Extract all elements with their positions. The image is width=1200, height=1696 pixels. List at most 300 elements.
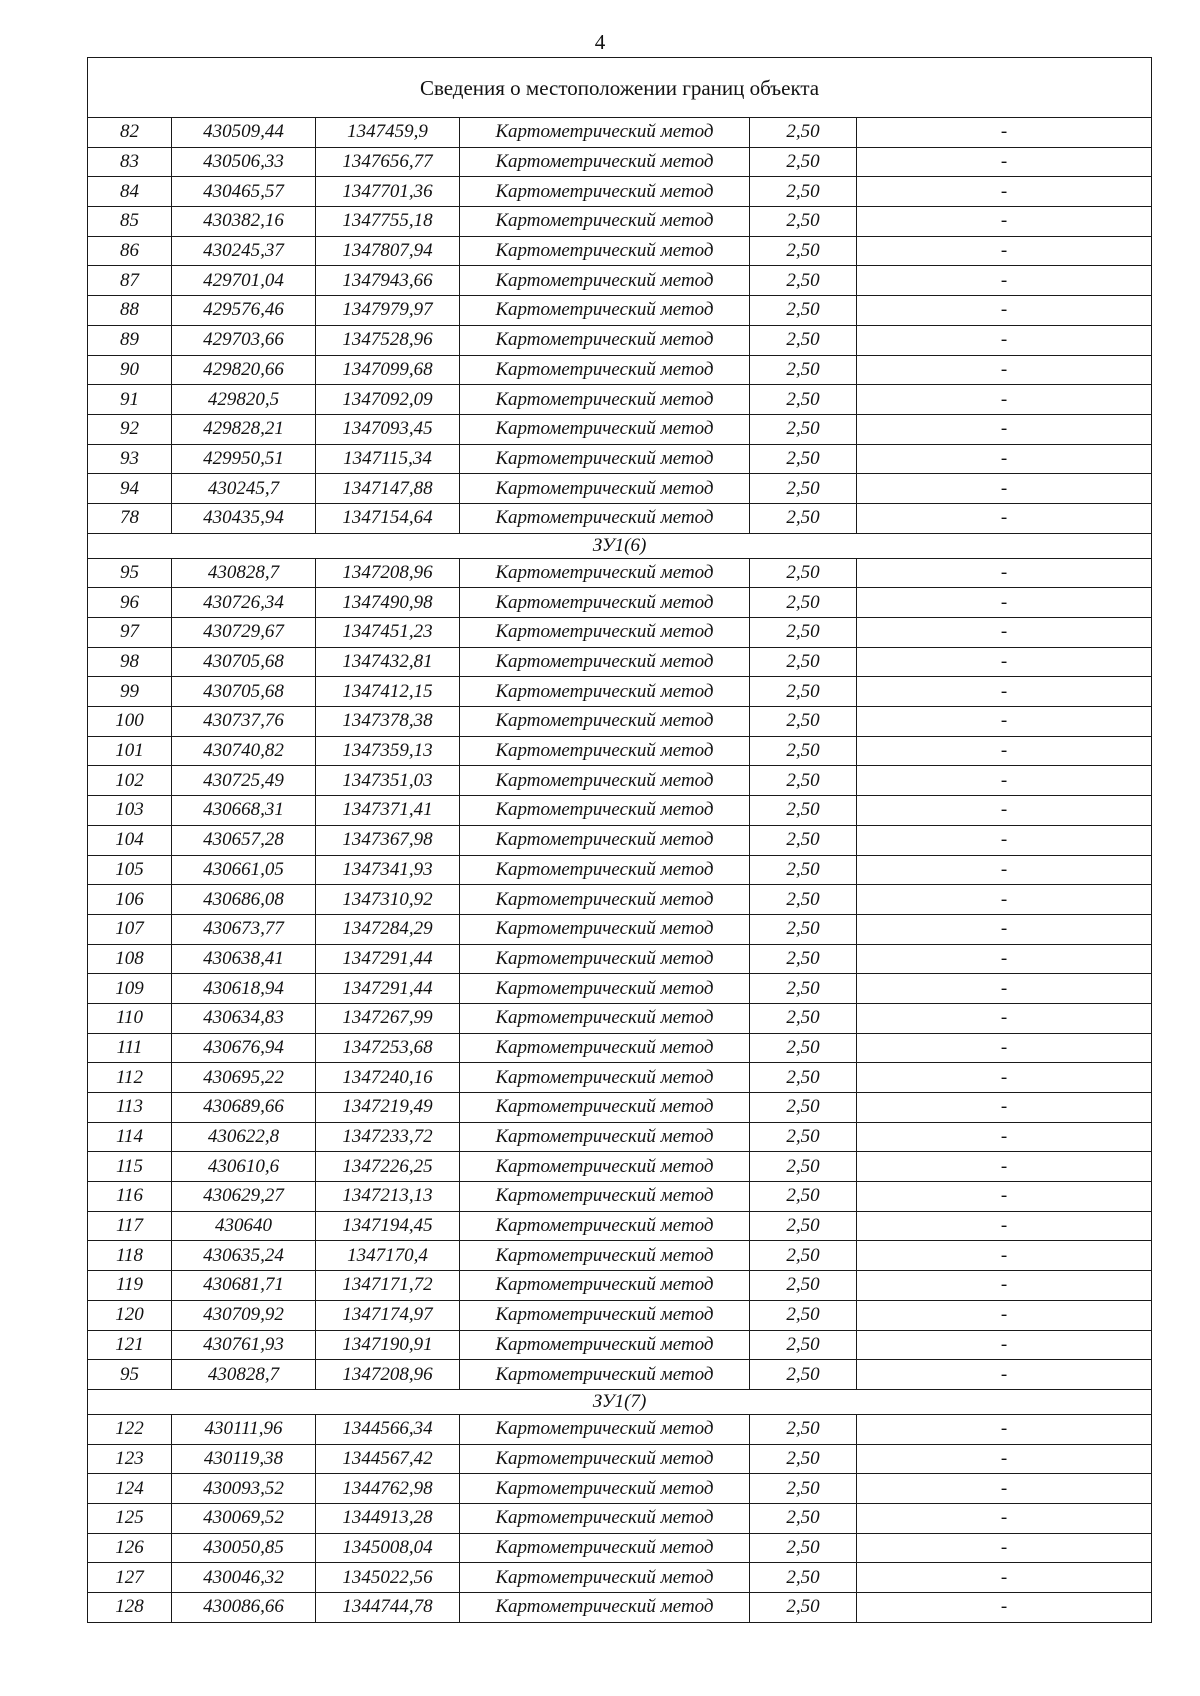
y-coordinate-cell: 1347412,15 (316, 677, 460, 707)
x-coordinate-cell: 430686,08 (172, 885, 316, 915)
point-number-cell: 95 (88, 558, 172, 588)
note-cell: - (857, 944, 1152, 974)
accuracy-cell: 2,50 (750, 618, 857, 648)
table-row (88, 1211, 1152, 1241)
x-coordinate-cell: 430245,7 (172, 474, 316, 504)
y-coordinate-cell: 1347170,4 (316, 1241, 460, 1271)
y-coordinate-cell: 1347807,94 (316, 236, 460, 266)
table-row (88, 1241, 1152, 1271)
x-coordinate-cell: 430740,82 (172, 736, 316, 766)
note-cell: - (857, 1093, 1152, 1123)
accuracy-cell: 2,50 (750, 1241, 857, 1271)
table-row (88, 766, 1152, 796)
y-coordinate-cell: 1347147,88 (316, 474, 460, 504)
accuracy-cell: 2,50 (750, 1063, 857, 1093)
table-row (88, 1300, 1152, 1330)
y-coordinate-cell: 1347194,45 (316, 1211, 460, 1241)
note-cell: - (857, 885, 1152, 915)
y-coordinate-cell: 1347240,16 (316, 1063, 460, 1093)
method-cell: Картометрический метод (460, 558, 750, 588)
note-cell: - (857, 974, 1152, 1004)
x-coordinate-cell: 430509,44 (172, 118, 316, 148)
point-number-cell: 114 (88, 1122, 172, 1152)
y-coordinate-cell: 1347378,38 (316, 707, 460, 737)
x-coordinate-cell: 430673,77 (172, 914, 316, 944)
y-coordinate-cell: 1347154,64 (316, 503, 460, 533)
x-coordinate-cell: 430695,22 (172, 1063, 316, 1093)
table-row (88, 647, 1152, 677)
table-row (88, 1593, 1152, 1623)
accuracy-cell: 2,50 (750, 236, 857, 266)
x-coordinate-cell: 430709,92 (172, 1300, 316, 1330)
x-coordinate-cell: 430681,71 (172, 1271, 316, 1301)
table-row (88, 707, 1152, 737)
point-number-cell: 107 (88, 914, 172, 944)
y-coordinate-cell: 1347371,41 (316, 796, 460, 826)
y-coordinate-cell: 1347490,98 (316, 588, 460, 618)
note-cell: - (857, 118, 1152, 148)
note-cell: - (857, 677, 1152, 707)
y-coordinate-cell: 1347174,97 (316, 1300, 460, 1330)
note-cell: - (857, 736, 1152, 766)
table-row (88, 944, 1152, 974)
accuracy-cell: 2,50 (750, 1593, 857, 1623)
method-cell: Картометрический метод (460, 1211, 750, 1241)
note-cell: - (857, 207, 1152, 237)
note-cell: - (857, 236, 1152, 266)
table-row (88, 414, 1152, 444)
x-coordinate-cell: 430382,16 (172, 207, 316, 237)
point-number-cell: 78 (88, 503, 172, 533)
y-coordinate-cell: 1347701,36 (316, 177, 460, 207)
x-coordinate-cell: 429701,04 (172, 266, 316, 296)
accuracy-cell: 2,50 (750, 1093, 857, 1123)
table-row (88, 1330, 1152, 1360)
method-cell: Картометрический метод (460, 444, 750, 474)
point-number-cell: 103 (88, 796, 172, 826)
y-coordinate-cell: 1347979,97 (316, 296, 460, 326)
accuracy-cell: 2,50 (750, 736, 857, 766)
point-number-cell: 97 (88, 618, 172, 648)
accuracy-cell: 2,50 (750, 177, 857, 207)
table-row (88, 444, 1152, 474)
method-cell: Картометрический метод (460, 1474, 750, 1504)
x-coordinate-cell: 430657,28 (172, 825, 316, 855)
point-number-cell: 121 (88, 1330, 172, 1360)
x-coordinate-cell: 430093,52 (172, 1474, 316, 1504)
accuracy-cell: 2,50 (750, 1474, 857, 1504)
y-coordinate-cell: 1347171,72 (316, 1271, 460, 1301)
table-row (88, 503, 1152, 533)
table-row (88, 236, 1152, 266)
table-row (88, 207, 1152, 237)
accuracy-cell: 2,50 (750, 1211, 857, 1241)
method-cell: Картометрический метод (460, 825, 750, 855)
x-coordinate-cell: 430640 (172, 1211, 316, 1241)
note-cell: - (857, 1211, 1152, 1241)
note-cell: - (857, 855, 1152, 885)
x-coordinate-cell: 429820,66 (172, 355, 316, 385)
point-number-cell: 86 (88, 236, 172, 266)
x-coordinate-cell: 430506,33 (172, 147, 316, 177)
note-cell: - (857, 1122, 1152, 1152)
method-cell: Картометрический метод (460, 1360, 750, 1390)
accuracy-cell: 2,50 (750, 147, 857, 177)
point-number-cell: 87 (88, 266, 172, 296)
note-cell: - (857, 414, 1152, 444)
table-row (88, 1093, 1152, 1123)
table-row (88, 618, 1152, 648)
note-cell: - (857, 558, 1152, 588)
y-coordinate-cell: 1347213,13 (316, 1182, 460, 1212)
method-cell: Картометрический метод (460, 1271, 750, 1301)
accuracy-cell: 2,50 (750, 1330, 857, 1360)
x-coordinate-cell: 430661,05 (172, 855, 316, 885)
method-cell: Картометрический метод (460, 766, 750, 796)
x-coordinate-cell: 430435,94 (172, 503, 316, 533)
point-number-cell: 92 (88, 414, 172, 444)
point-number-cell: 106 (88, 885, 172, 915)
y-coordinate-cell: 1347284,29 (316, 914, 460, 944)
accuracy-cell: 2,50 (750, 1503, 857, 1533)
method-cell: Картометрический метод (460, 914, 750, 944)
method-cell: Картометрический метод (460, 1593, 750, 1623)
note-cell: - (857, 1182, 1152, 1212)
point-number-cell: 112 (88, 1063, 172, 1093)
method-cell: Картометрический метод (460, 736, 750, 766)
method-cell: Картометрический метод (460, 118, 750, 148)
accuracy-cell: 2,50 (750, 1360, 857, 1390)
y-coordinate-cell: 1347451,23 (316, 618, 460, 648)
method-cell: Картометрический метод (460, 414, 750, 444)
y-coordinate-cell: 1347190,91 (316, 1330, 460, 1360)
x-coordinate-cell: 429576,46 (172, 296, 316, 326)
table-row (88, 1182, 1152, 1212)
y-coordinate-cell: 1344744,78 (316, 1593, 460, 1623)
note-cell: - (857, 1444, 1152, 1474)
accuracy-cell: 2,50 (750, 588, 857, 618)
table-row (88, 147, 1152, 177)
point-number-cell: 104 (88, 825, 172, 855)
section-header-row (88, 533, 1152, 558)
y-coordinate-cell: 1347267,99 (316, 1003, 460, 1033)
note-cell: - (857, 766, 1152, 796)
point-number-cell: 96 (88, 588, 172, 618)
accuracy-cell: 2,50 (750, 1152, 857, 1182)
section-header-row (88, 1389, 1152, 1414)
x-coordinate-cell: 430689,66 (172, 1093, 316, 1123)
table-row (88, 266, 1152, 296)
table-row (88, 118, 1152, 148)
table-row (88, 677, 1152, 707)
table-row (88, 385, 1152, 415)
table-row (88, 736, 1152, 766)
y-coordinate-cell: 1347367,98 (316, 825, 460, 855)
method-cell: Картометрический метод (460, 1241, 750, 1271)
y-coordinate-cell: 1347099,68 (316, 355, 460, 385)
note-cell: - (857, 325, 1152, 355)
point-number-cell: 90 (88, 355, 172, 385)
accuracy-cell: 2,50 (750, 207, 857, 237)
point-number-cell: 128 (88, 1593, 172, 1623)
method-cell: Картометрический метод (460, 325, 750, 355)
table-row (88, 325, 1152, 355)
x-coordinate-cell: 430634,83 (172, 1003, 316, 1033)
accuracy-cell: 2,50 (750, 944, 857, 974)
note-cell: - (857, 914, 1152, 944)
note-cell: - (857, 147, 1152, 177)
y-coordinate-cell: 1347208,96 (316, 558, 460, 588)
point-number-cell: 99 (88, 677, 172, 707)
accuracy-cell: 2,50 (750, 974, 857, 1004)
x-coordinate-cell: 430069,52 (172, 1503, 316, 1533)
method-cell: Картометрический метод (460, 266, 750, 296)
y-coordinate-cell: 1347656,77 (316, 147, 460, 177)
method-cell: Картометрический метод (460, 207, 750, 237)
note-cell: - (857, 618, 1152, 648)
method-cell: Картометрический метод (460, 944, 750, 974)
note-cell: - (857, 588, 1152, 618)
accuracy-cell: 2,50 (750, 677, 857, 707)
table-row (88, 588, 1152, 618)
method-cell: Картометрический метод (460, 677, 750, 707)
y-coordinate-cell: 1344566,34 (316, 1414, 460, 1444)
table-row (88, 885, 1152, 915)
table-row (88, 1474, 1152, 1504)
method-cell: Картометрический метод (460, 236, 750, 266)
x-coordinate-cell: 430737,76 (172, 707, 316, 737)
method-cell: Картометрический метод (460, 974, 750, 1004)
method-cell: Картометрический метод (460, 1533, 750, 1563)
note-cell: - (857, 1063, 1152, 1093)
point-number-cell: 108 (88, 944, 172, 974)
x-coordinate-cell: 430705,68 (172, 647, 316, 677)
method-cell: Картометрический метод (460, 503, 750, 533)
y-coordinate-cell: 1345008,04 (316, 1533, 460, 1563)
table-row (88, 177, 1152, 207)
accuracy-cell: 2,50 (750, 503, 857, 533)
table-row (88, 296, 1152, 326)
note-cell: - (857, 444, 1152, 474)
y-coordinate-cell: 1347253,68 (316, 1033, 460, 1063)
x-coordinate-cell: 429950,51 (172, 444, 316, 474)
accuracy-cell: 2,50 (750, 1122, 857, 1152)
point-number-cell: 93 (88, 444, 172, 474)
accuracy-cell: 2,50 (750, 474, 857, 504)
x-coordinate-cell: 430629,27 (172, 1182, 316, 1212)
accuracy-cell: 2,50 (750, 1563, 857, 1593)
method-cell: Картометрический метод (460, 1063, 750, 1093)
x-coordinate-cell: 430245,37 (172, 236, 316, 266)
x-coordinate-cell: 430828,7 (172, 558, 316, 588)
method-cell: Картометрический метод (460, 355, 750, 385)
y-coordinate-cell: 1347755,18 (316, 207, 460, 237)
point-number-cell: 84 (88, 177, 172, 207)
x-coordinate-cell: 430618,94 (172, 974, 316, 1004)
x-coordinate-cell: 430676,94 (172, 1033, 316, 1063)
y-coordinate-cell: 1347351,03 (316, 766, 460, 796)
table-row (88, 474, 1152, 504)
point-number-cell: 111 (88, 1033, 172, 1063)
y-coordinate-cell: 1344567,42 (316, 1444, 460, 1474)
point-number-cell: 120 (88, 1300, 172, 1330)
table-row (88, 855, 1152, 885)
y-coordinate-cell: 1347115,34 (316, 444, 460, 474)
note-cell: - (857, 796, 1152, 826)
method-cell: Картометрический метод (460, 1003, 750, 1033)
note-cell: - (857, 707, 1152, 737)
note-cell: - (857, 647, 1152, 677)
accuracy-cell: 2,50 (750, 825, 857, 855)
accuracy-cell: 2,50 (750, 266, 857, 296)
accuracy-cell: 2,50 (750, 855, 857, 885)
y-coordinate-cell: 1347310,92 (316, 885, 460, 915)
boundary-coordinates-table (87, 57, 1152, 1623)
y-coordinate-cell: 1347528,96 (316, 325, 460, 355)
note-cell: - (857, 1152, 1152, 1182)
method-cell: Картометрический метод (460, 1414, 750, 1444)
table-row (88, 1533, 1152, 1563)
x-coordinate-cell: 430050,85 (172, 1533, 316, 1563)
y-coordinate-cell: 1347291,44 (316, 974, 460, 1004)
method-cell: Картометрический метод (460, 1300, 750, 1330)
point-number-cell: 110 (88, 1003, 172, 1033)
accuracy-cell: 2,50 (750, 885, 857, 915)
accuracy-cell: 2,50 (750, 558, 857, 588)
table-title-row (88, 58, 1152, 118)
table-row (88, 1563, 1152, 1593)
method-cell: Картометрический метод (460, 1444, 750, 1474)
point-number-cell: 100 (88, 707, 172, 737)
y-coordinate-cell: 1347943,66 (316, 266, 460, 296)
x-coordinate-cell: 430725,49 (172, 766, 316, 796)
accuracy-cell: 2,50 (750, 118, 857, 148)
point-number-cell: 101 (88, 736, 172, 766)
note-cell: - (857, 1033, 1152, 1063)
section-label: ЗУ1(7) (88, 1389, 1152, 1414)
x-coordinate-cell: 430119,38 (172, 1444, 316, 1474)
point-number-cell: 83 (88, 147, 172, 177)
y-coordinate-cell: 1347459,9 (316, 118, 460, 148)
table-row (88, 1003, 1152, 1033)
point-number-cell: 88 (88, 296, 172, 326)
note-cell: - (857, 1503, 1152, 1533)
accuracy-cell: 2,50 (750, 766, 857, 796)
accuracy-cell: 2,50 (750, 1271, 857, 1301)
note-cell: - (857, 1271, 1152, 1301)
x-coordinate-cell: 430705,68 (172, 677, 316, 707)
accuracy-cell: 2,50 (750, 707, 857, 737)
point-number-cell: 91 (88, 385, 172, 415)
method-cell: Картометрический метод (460, 1182, 750, 1212)
point-number-cell: 105 (88, 855, 172, 885)
table-row (88, 1414, 1152, 1444)
note-cell: - (857, 1563, 1152, 1593)
x-coordinate-cell: 429820,5 (172, 385, 316, 415)
method-cell: Картометрический метод (460, 177, 750, 207)
accuracy-cell: 2,50 (750, 914, 857, 944)
note-cell: - (857, 825, 1152, 855)
note-cell: - (857, 1003, 1152, 1033)
accuracy-cell: 2,50 (750, 647, 857, 677)
x-coordinate-cell: 430086,66 (172, 1593, 316, 1623)
point-number-cell: 102 (88, 766, 172, 796)
accuracy-cell: 2,50 (750, 444, 857, 474)
x-coordinate-cell: 430638,41 (172, 944, 316, 974)
table-row (88, 974, 1152, 1004)
accuracy-cell: 2,50 (750, 1414, 857, 1444)
note-cell: - (857, 355, 1152, 385)
point-number-cell: 124 (88, 1474, 172, 1504)
table-row (88, 1033, 1152, 1063)
method-cell: Картометрический метод (460, 647, 750, 677)
table-title: Сведения о местоположении границ объекта (88, 58, 1152, 118)
method-cell: Картометрический метод (460, 1503, 750, 1533)
table-row (88, 355, 1152, 385)
note-cell: - (857, 1330, 1152, 1360)
y-coordinate-cell: 1347233,72 (316, 1122, 460, 1152)
note-cell: - (857, 503, 1152, 533)
point-number-cell: 89 (88, 325, 172, 355)
point-number-cell: 123 (88, 1444, 172, 1474)
method-cell: Картометрический метод (460, 1033, 750, 1063)
x-coordinate-cell: 429828,21 (172, 414, 316, 444)
x-coordinate-cell: 430729,67 (172, 618, 316, 648)
method-cell: Картометрический метод (460, 588, 750, 618)
y-coordinate-cell: 1347092,09 (316, 385, 460, 415)
x-coordinate-cell: 430668,31 (172, 796, 316, 826)
accuracy-cell: 2,50 (750, 796, 857, 826)
y-coordinate-cell: 1347093,45 (316, 414, 460, 444)
table-row (88, 1271, 1152, 1301)
y-coordinate-cell: 1344913,28 (316, 1503, 460, 1533)
point-number-cell: 119 (88, 1271, 172, 1301)
note-cell: - (857, 177, 1152, 207)
y-coordinate-cell: 1347208,96 (316, 1360, 460, 1390)
table-row (88, 1122, 1152, 1152)
table-row (88, 1152, 1152, 1182)
table-row (88, 558, 1152, 588)
y-coordinate-cell: 1347432,81 (316, 647, 460, 677)
accuracy-cell: 2,50 (750, 1182, 857, 1212)
point-number-cell: 118 (88, 1241, 172, 1271)
accuracy-cell: 2,50 (750, 296, 857, 326)
x-coordinate-cell: 429703,66 (172, 325, 316, 355)
point-number-cell: 117 (88, 1211, 172, 1241)
x-coordinate-cell: 430465,57 (172, 177, 316, 207)
accuracy-cell: 2,50 (750, 1033, 857, 1063)
section-label: ЗУ1(6) (88, 533, 1152, 558)
y-coordinate-cell: 1347226,25 (316, 1152, 460, 1182)
table-row (88, 914, 1152, 944)
point-number-cell: 95 (88, 1360, 172, 1390)
note-cell: - (857, 296, 1152, 326)
table-row (88, 1360, 1152, 1390)
x-coordinate-cell: 430610,6 (172, 1152, 316, 1182)
x-coordinate-cell: 430635,24 (172, 1241, 316, 1271)
table-row (88, 796, 1152, 826)
x-coordinate-cell: 430761,93 (172, 1330, 316, 1360)
note-cell: - (857, 474, 1152, 504)
accuracy-cell: 2,50 (750, 414, 857, 444)
x-coordinate-cell: 430726,34 (172, 588, 316, 618)
method-cell: Картометрический метод (460, 618, 750, 648)
x-coordinate-cell: 430046,32 (172, 1563, 316, 1593)
point-number-cell: 82 (88, 118, 172, 148)
method-cell: Картометрический метод (460, 855, 750, 885)
point-number-cell: 98 (88, 647, 172, 677)
point-number-cell: 85 (88, 207, 172, 237)
